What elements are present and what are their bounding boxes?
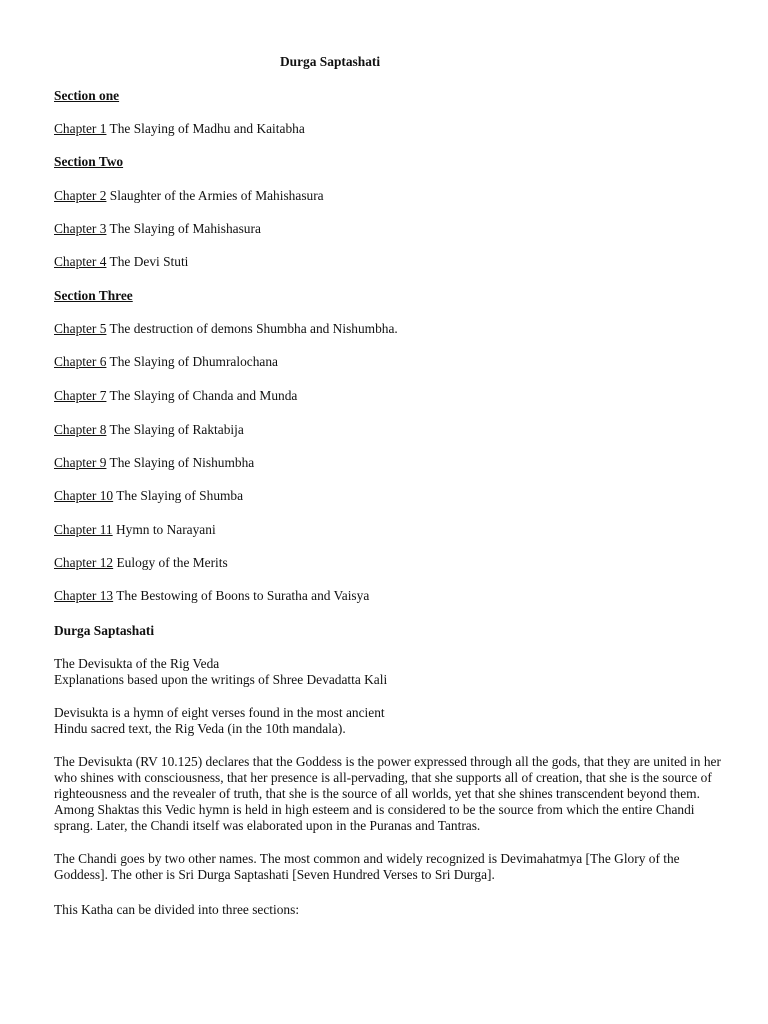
chapter-title: The destruction of demons Shumbha and Nishumbha. [109,321,398,336]
paragraph-line: Hindu sacred text, the Rig Veda (in the 10th mandala). [54,721,346,736]
chapter-title: The Slaying of Dhumralochana [109,354,278,369]
chapter-title: Slaughter of the Armies of Mahishasura [109,188,324,203]
chapter-entry [54,555,228,571]
chapter-label: Chapter 10 [54,488,114,503]
chapter-title: The Slaying of Nishumbha [109,455,255,470]
chapter-entry [54,488,243,504]
chapter-entry [54,321,398,337]
paragraph-names: The Chandi goes by two other names. The most common and widely recognized is Devimahatmya [The Glory of the Goddess]. The other is Sri Durga Saptashati [Seven Hundred Verses to Sri Durga]. [54,851,680,882]
chapter-label: Chapter 12 [54,555,114,570]
chapter-label: Chapter 3 [54,221,107,236]
section-heading-three: Section Three [54,288,133,303]
chapter-title: The Devi Stuti [109,254,189,269]
chapter-entry [54,254,188,270]
document-title: Durga Saptashati [280,54,381,69]
chapter-entry [54,121,305,137]
body-heading: Durga Saptashati [54,623,155,638]
chapter-label: Chapter 5 [54,321,107,336]
chapter-entry [54,354,278,370]
chapter-entry [54,388,297,404]
chapter-label: Chapter 11 [54,522,113,537]
chapter-title: The Slaying of Chanda and Munda [109,388,298,403]
chapter-entry [54,588,369,604]
subtitle-line: Explanations based upon the writings of Shree Devadatta Kali [54,672,388,687]
chapter-title: The Slaying of Madhu and Kaitabha [109,121,305,136]
chapter-title: The Slaying of Shumba [116,488,244,503]
chapter-entry [54,522,216,538]
chapter-entry [54,188,324,204]
chapter-entry [54,455,254,471]
chapter-title: Eulogy of the Merits [116,555,228,570]
chapter-label: Chapter 2 [54,188,107,203]
chapter-label: Chapter 13 [54,588,114,603]
chapter-label: Chapter 6 [54,354,107,369]
paragraph-sections-intro: This Katha can be divided into three sections: [54,902,300,917]
chapter-label: Chapter 9 [54,455,107,470]
chapter-title: The Slaying of Mahishasura [109,221,261,236]
chapter-title: Hymn to Narayani [116,522,216,537]
subtitle-line: The Devisukta of the Rig Veda [54,656,220,671]
chapter-label: Chapter 1 [54,121,107,136]
paragraph-line: Devisukta is a hymn of eight verses found in the most ancient [54,705,385,720]
chapter-title: The Slaying of Raktabija [109,422,244,437]
chapter-title: The Bestowing of Boons to Suratha and Vaisya [116,588,370,603]
chapter-entry [54,422,244,438]
chapter-label: Chapter 4 [54,254,107,269]
paragraph-devisukta: The Devisukta (RV 10.125) declares that the Goddess is the power expressed through all the gods, that they are united in her who shines with consciousness, that her presence is all-pervading, that she supports all of creation, that she is the source of righteousness and the revealer of truth, that she is the source of all worlds, yet that she shines transcendent beyond them. Among Shaktas this Vedic hymn is held in high esteem and is considered to be the source from which the entire Chandi sprang. Later, the Chandi itself was elaborated upon in the Puranas and Tantras. [54,754,721,833]
chapter-label: Chapter 7 [54,388,107,403]
section-heading-one: Section one [54,88,120,103]
chapter-entry [54,221,261,237]
section-heading-two: Section Two [54,154,124,169]
chapter-label: Chapter 8 [54,422,107,437]
